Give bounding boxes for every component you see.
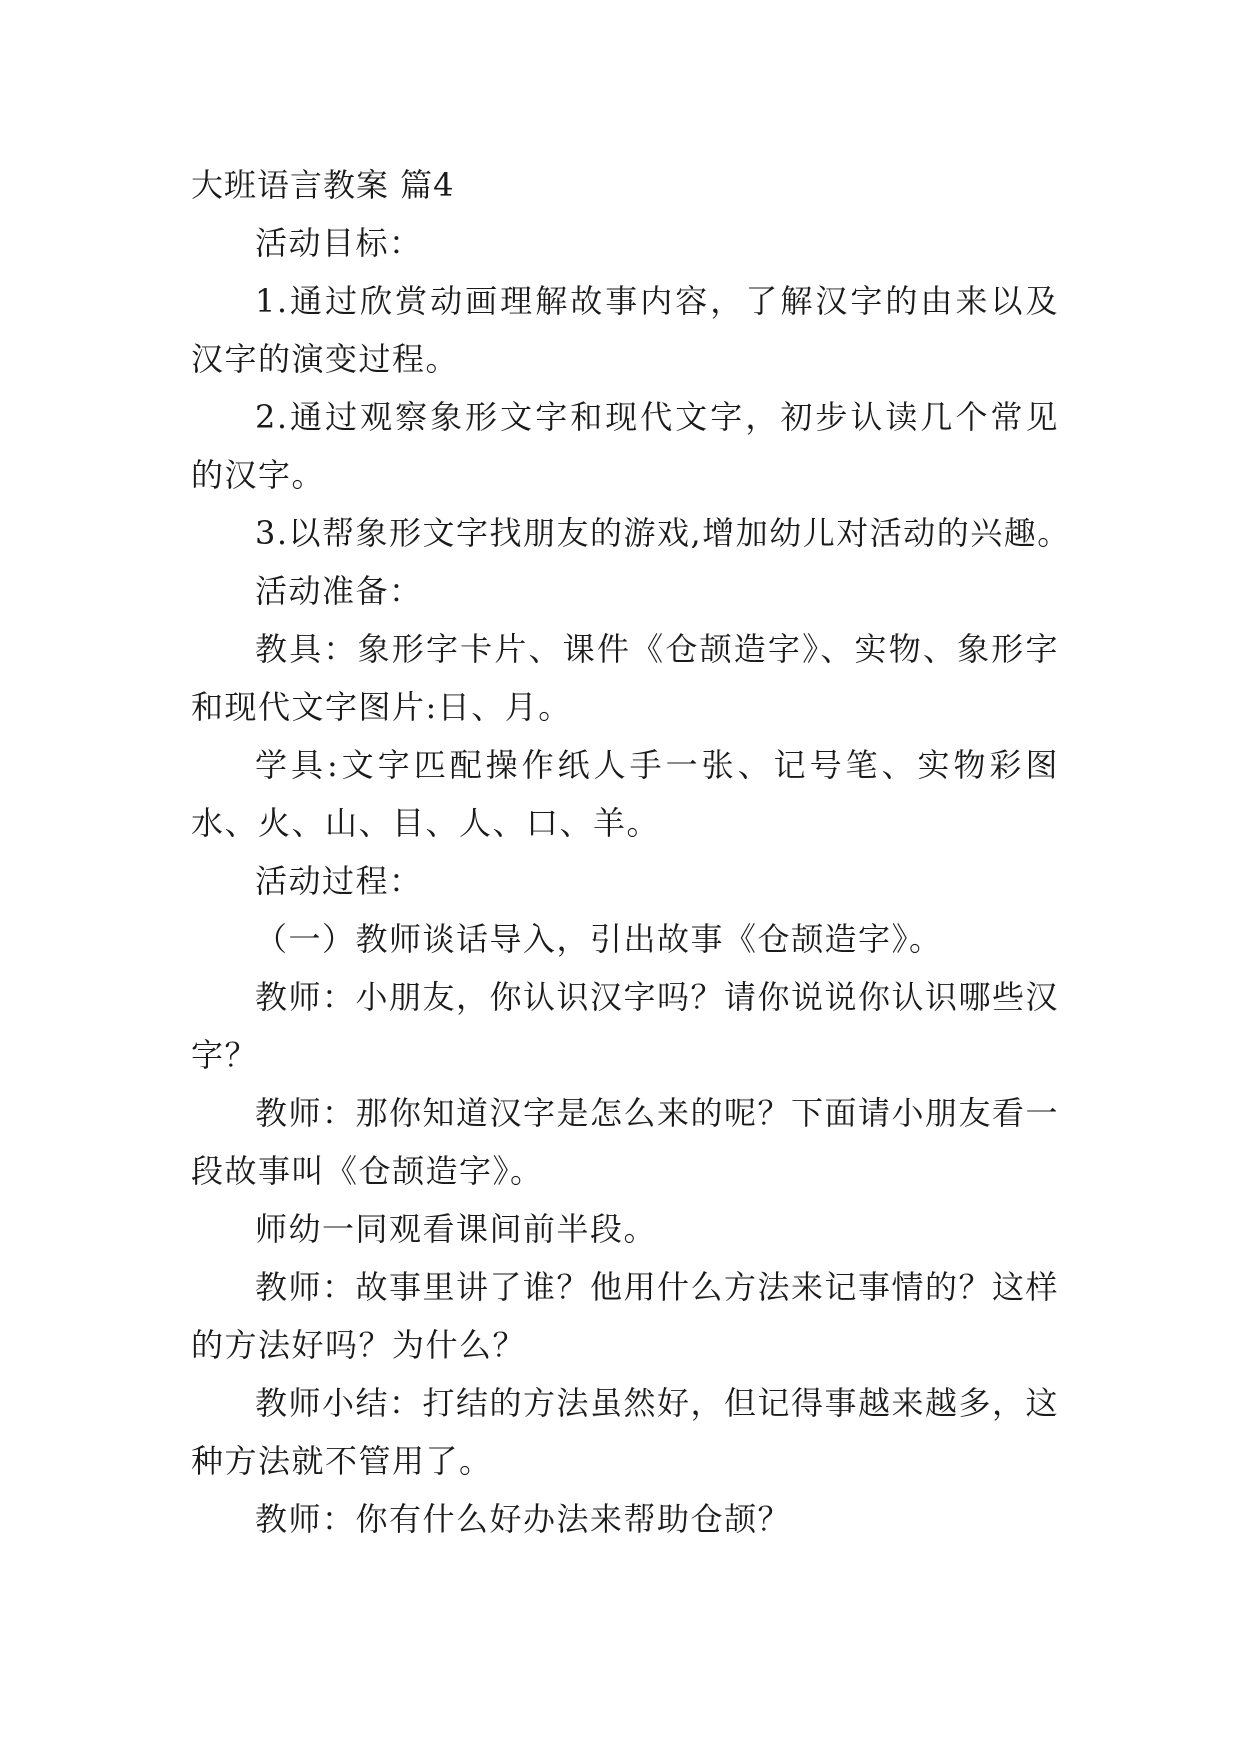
section-heading-process: 活动过程： [255, 862, 423, 900]
paragraph-goal-3: 3.以帮象形文字找朋友的游戏,增加幼儿对活动的兴趣。 [255, 514, 1071, 552]
paragraph-goal-1: 1.通过欣赏动画理解故事内容，了解汉字的由来以及汉字的演变过程。 [191, 282, 1059, 378]
paragraph-goal-2: 2.通过观察象形文字和现代文字，初步认读几个常见的汉字。 [191, 398, 1059, 494]
paragraph-learning-aids: 学具:文字匹配操作纸人手一张、记号笔、实物彩图水、火、山、目、人、口、羊。 [191, 746, 1059, 842]
paragraph-step-1: （一）教师谈话导入，引出故事《仓颉造字》。 [255, 920, 943, 958]
paragraph-teacher-question-2: 教师：那你知道汉字是怎么来的呢？下面请小朋友看一段故事叫《仓颉造字》。 [191, 1094, 1060, 1190]
paragraph-teaching-aids: 教具：象形字卡片、课件《仓颉造字》、实物、象形字和现代文字图片:日、月。 [191, 630, 1059, 726]
paragraph-teacher-question-3: 教师：故事里讲了谁？他用什么方法来记事情的？这样的方法好吗？为什么？ [191, 1268, 1060, 1364]
paragraph-teacher-summary: 教师小结：打结的方法虽然好，但记得事越来越多，这种方法就不管用了。 [191, 1384, 1060, 1480]
section-heading-preparation: 活动准备： [255, 572, 423, 610]
paragraph-watch-video: 师幼一同观看课间前半段。 [255, 1210, 658, 1248]
document-title: 大班语言教案 篇4 [191, 166, 455, 204]
paragraph-teacher-question-1: 教师：小朋友，你认识汉字吗？请你说说你认识哪些汉字？ [191, 978, 1060, 1074]
paragraph-teacher-question-4: 教师：你有什么好办法来帮助仓颉？ [255, 1500, 792, 1538]
document-body [191, 156, 1071, 1548]
section-heading-goals: 活动目标： [255, 224, 423, 262]
